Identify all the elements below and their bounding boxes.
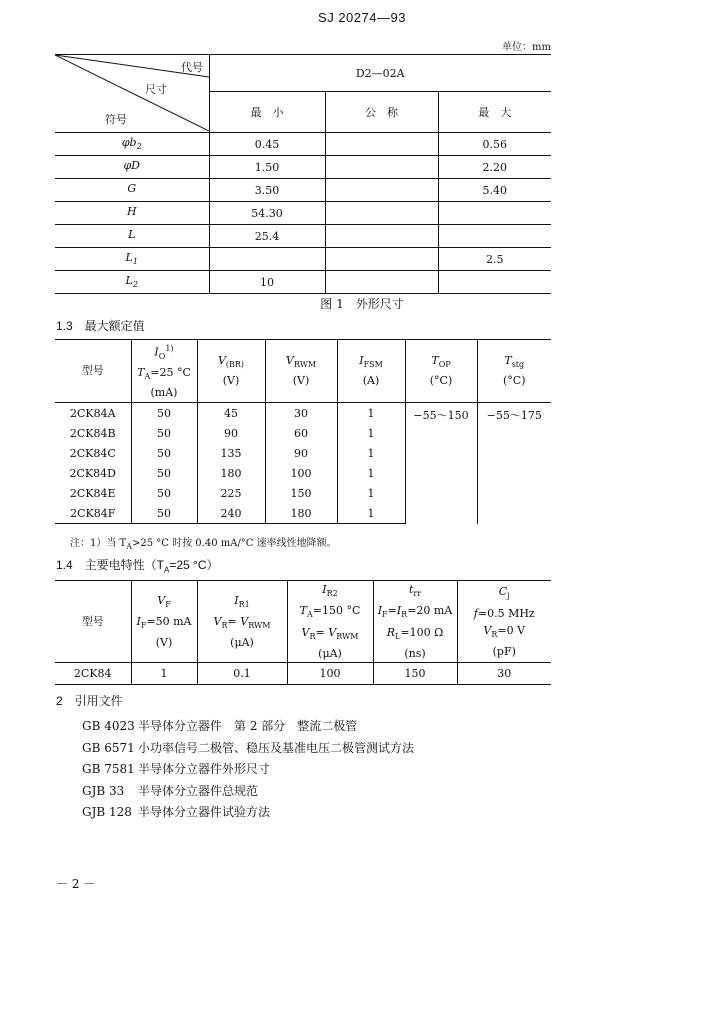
model: 2CK84 — [55, 663, 131, 685]
vrwm-value: 150 — [265, 483, 337, 503]
section-heading-1-4 — [56, 556, 219, 574]
ref-title: 半导体分立器件试验方法 — [138, 805, 271, 819]
list-item — [82, 716, 414, 738]
cj-sub: j — [507, 591, 510, 601]
trr-symbol: t — [408, 583, 414, 597]
ir1-cond-b-sub: RWM — [248, 621, 271, 631]
max-value: 2.20 — [438, 156, 551, 179]
col-vrwm — [265, 340, 337, 403]
trr-cond1-a: I — [377, 604, 383, 618]
ir1-sub: R1 — [238, 600, 250, 609]
vrwm-value: 180 — [265, 503, 337, 524]
footnote-pre: 注：1）当 T — [70, 538, 127, 549]
trr-sub: rr — [413, 589, 422, 599]
io-cond: T — [137, 365, 145, 379]
col-top — [405, 340, 477, 403]
col-ifsm — [337, 340, 405, 403]
cj-cond2-rest: =0 V — [497, 623, 526, 637]
electrical-table — [55, 580, 551, 685]
trr-cond1-a-sub: F — [382, 610, 388, 620]
symbol: φD — [123, 159, 141, 173]
footnote — [70, 534, 337, 551]
col-nom: 公 称 — [325, 92, 438, 133]
ir2-value: 100 — [287, 663, 373, 685]
vbr-value: 225 — [197, 483, 265, 503]
io-value: 50 — [131, 443, 197, 463]
max-ratings-table — [55, 339, 551, 524]
package-code: D2—02A — [209, 55, 551, 92]
symbol: H — [126, 205, 137, 219]
ifsm-value: 1 — [337, 423, 405, 443]
max-value: 5.40 — [438, 179, 551, 202]
min-value: 0.45 — [209, 133, 325, 156]
table-row — [55, 156, 551, 179]
vbr-value: 45 — [197, 403, 265, 424]
cj-unit: (pF) — [492, 644, 516, 658]
ifsm-value: 1 — [337, 403, 405, 424]
vrwm-sub: RWM — [293, 360, 317, 370]
min-value: 25.4 — [209, 225, 325, 248]
io-value: 50 — [131, 423, 197, 443]
section-heading-1-3: 1.3 最大额定值 — [56, 319, 145, 333]
min-value: 3.50 — [209, 179, 325, 202]
min-value: 10 — [209, 271, 325, 294]
ir2-cond1-sub: A — [306, 610, 313, 620]
model: 2CK84C — [69, 446, 116, 460]
sec14-sub: A — [164, 565, 170, 575]
ifsm-sub: FSM — [363, 360, 383, 370]
ref-code: GJB 128 — [82, 805, 132, 819]
sec14-pre: 1.4 主要电特性（T — [56, 558, 165, 572]
ir1-cond-a-sub: R — [221, 621, 228, 631]
document-header: SJ 20274—93 — [318, 10, 406, 25]
vf-unit: (V) — [155, 636, 173, 650]
col-tstg — [477, 340, 551, 403]
vbr-symbol: V — [217, 353, 226, 367]
page-number: － 2 － — [56, 877, 96, 891]
symbol: φb — [121, 136, 137, 150]
symbol: L — [125, 274, 133, 288]
diagonal-header-cell — [55, 55, 209, 133]
ifsm-unit: (A) — [362, 374, 380, 388]
model: 2CK84B — [69, 426, 116, 440]
trr-value: 150 — [373, 663, 457, 685]
table-row — [55, 225, 551, 248]
col-ir1 — [197, 581, 287, 663]
top-sub: OP — [438, 360, 451, 370]
ref-code: GB 4023 — [82, 719, 135, 733]
col-trr — [373, 581, 457, 663]
list-item — [82, 759, 414, 781]
nom-value — [325, 156, 438, 179]
nom-value — [325, 225, 438, 248]
ref-title: 半导体分立器件外形尺寸 — [138, 762, 271, 776]
vbr-value: 90 — [197, 423, 265, 443]
ref-code: GB 7581 — [82, 762, 135, 776]
trr-unit: (ns) — [404, 646, 426, 660]
trr-cond2: R — [386, 625, 396, 639]
ir2-cond2-b: = V — [315, 625, 337, 639]
col-vbr — [197, 340, 265, 403]
trr-cond1-rest: =20 mA — [407, 604, 453, 618]
top-symbol: T — [431, 353, 439, 367]
io-cond-rest: =25 °C — [150, 365, 191, 379]
tstg-range: −55～175 — [477, 403, 551, 524]
io-footnote: 1) — [165, 343, 174, 353]
io-value: 50 — [131, 483, 197, 503]
list-item — [82, 781, 414, 803]
ref-code: GB 6571 — [82, 740, 135, 755]
col-cj — [457, 581, 551, 663]
ifsm-symbol: I — [359, 353, 364, 367]
vrwm-value: 60 — [265, 423, 337, 443]
section-heading-2: 2 引用文件 — [56, 694, 123, 708]
ir2-unit: (μA) — [318, 646, 342, 660]
diag-label-symbol: 符号 — [105, 113, 127, 126]
vf-sub: F — [165, 600, 171, 609]
io-sub: O — [158, 351, 166, 361]
nom-value — [325, 271, 438, 294]
top-range: −55～150 — [405, 403, 477, 524]
vf-cond: I — [136, 615, 141, 628]
vf-cond-rest: =50 mA — [146, 615, 192, 628]
unit-label: 单位：mm — [502, 42, 551, 53]
io-value: 50 — [131, 463, 197, 483]
cj-symbol: C — [498, 585, 508, 599]
io-value: 50 — [131, 403, 197, 424]
ifsm-value: 1 — [337, 443, 405, 463]
vf-cond-sub: F — [140, 621, 147, 631]
cj-value: 30 — [457, 663, 551, 685]
ir2-sub: R2 — [326, 589, 338, 599]
table-row — [55, 403, 551, 424]
max-value — [438, 271, 551, 294]
symbol-sub: 2 — [132, 280, 138, 290]
cj-cond2: V — [483, 623, 492, 637]
ifsm-value: 1 — [337, 483, 405, 503]
trr-cond1-b-sub: R — [401, 610, 408, 620]
vbr-value: 135 — [197, 443, 265, 463]
sec14-post: =25 °C） — [169, 558, 219, 572]
cj-cond1: f — [473, 606, 478, 620]
vbr-value: 180 — [197, 463, 265, 483]
vrwm-value: 30 — [265, 403, 337, 424]
max-value — [438, 202, 551, 225]
ir1-value: 0.1 — [197, 663, 287, 685]
dimension-table — [55, 54, 551, 294]
table-row — [55, 663, 551, 685]
symbol: G — [127, 182, 137, 196]
symbol: L — [125, 251, 133, 265]
model: 2CK84A — [69, 406, 116, 420]
nom-value — [325, 202, 438, 225]
vrwm-value: 90 — [265, 443, 337, 463]
vrwm-value: 100 — [265, 463, 337, 483]
footnote-post: >25 °C 时按 0.40 mA/°C 速率线性地降额。 — [132, 538, 337, 549]
io-unit: (mA) — [150, 386, 178, 400]
vrwm-symbol: V — [285, 353, 294, 367]
min-value: 1.50 — [209, 156, 325, 179]
symbol-sub: 2 — [136, 142, 142, 152]
ifsm-value: 1 — [337, 463, 405, 483]
io-value: 50 — [131, 503, 197, 524]
ir2-cond2-a-sub: R — [309, 631, 316, 641]
symbol-sub: 1 — [132, 257, 138, 267]
table-row — [55, 179, 551, 202]
ref-title: 半导体分立器件 第 2 部分 整流二极管 — [138, 719, 358, 733]
list-item — [82, 802, 414, 824]
nom-value — [325, 179, 438, 202]
diag-label-code: 代号 — [181, 61, 203, 74]
ir2-symbol: I — [322, 583, 327, 597]
footnote-sub: A — [126, 542, 132, 551]
table-row — [55, 248, 551, 271]
vbr-sub: (BR) — [225, 360, 245, 370]
vrwm-unit: (V) — [292, 374, 310, 388]
col-model: 型号 — [55, 340, 131, 403]
nom-value — [325, 248, 438, 271]
col-max: 最 大 — [438, 92, 551, 133]
min-value — [209, 248, 325, 271]
ref-code: GJB 33 — [82, 783, 125, 798]
ir2-cond2-a: V — [301, 625, 310, 639]
model: 2CK84D — [69, 466, 116, 480]
list-item — [82, 738, 414, 760]
col-vf — [131, 581, 197, 663]
max-value: 0.56 — [438, 133, 551, 156]
io-symbol: I — [154, 345, 159, 359]
trr-cond1-b: =I — [387, 604, 402, 618]
min-value: 54.30 — [209, 202, 325, 225]
max-value — [438, 225, 551, 248]
trr-cond2-rest: =100 Ω — [400, 625, 444, 639]
tstg-sub: stg — [511, 360, 525, 370]
nom-value — [325, 133, 438, 156]
tstg-unit: (°C) — [503, 374, 526, 388]
tstg-symbol: T — [504, 353, 512, 367]
col-ir2 — [287, 581, 373, 663]
cj-cond2-sub: R — [491, 629, 498, 639]
model: 2CK84F — [55, 503, 131, 524]
vf-value: 1 — [131, 663, 197, 685]
reference-list — [82, 716, 414, 824]
ir1-cond-a: V — [213, 615, 222, 628]
ir1-unit: (μA) — [230, 636, 254, 650]
io-cond-sub: A — [144, 372, 151, 382]
vf-symbol: V — [157, 593, 166, 607]
col-min: 最 小 — [209, 92, 325, 133]
ref-title: 小功率信号二极管、稳压及基准电压二极管测试方法 — [138, 740, 415, 755]
max-value: 2.5 — [438, 248, 551, 271]
ir1-symbol: I — [234, 593, 239, 607]
diag-label-size: 尺寸 — [145, 83, 167, 96]
col-io — [131, 340, 197, 403]
symbol: L — [128, 228, 136, 242]
ir1-cond-b: = V — [227, 615, 249, 628]
cj-cond1-rest: =0.5 MHz — [477, 606, 535, 620]
ref-title: 半导体分立器件总规范 — [138, 783, 259, 798]
table-row — [55, 271, 551, 294]
table-row — [55, 202, 551, 225]
ir2-cond1-rest: =150 °C — [312, 604, 361, 618]
model: 2CK84E — [69, 486, 116, 500]
trr-cond2-sub: L — [395, 631, 401, 641]
top-unit: (°C) — [429, 374, 453, 388]
vbr-unit: (V) — [222, 374, 240, 388]
table-row — [55, 133, 551, 156]
figure-caption: 图 1 外形尺寸 — [320, 297, 404, 311]
vbr-value: 240 — [197, 503, 265, 524]
ifsm-value: 1 — [337, 503, 405, 524]
ir2-cond1: T — [299, 604, 307, 618]
col-model: 型号 — [55, 581, 131, 663]
ir2-cond2-b-sub: RWM — [336, 631, 359, 641]
